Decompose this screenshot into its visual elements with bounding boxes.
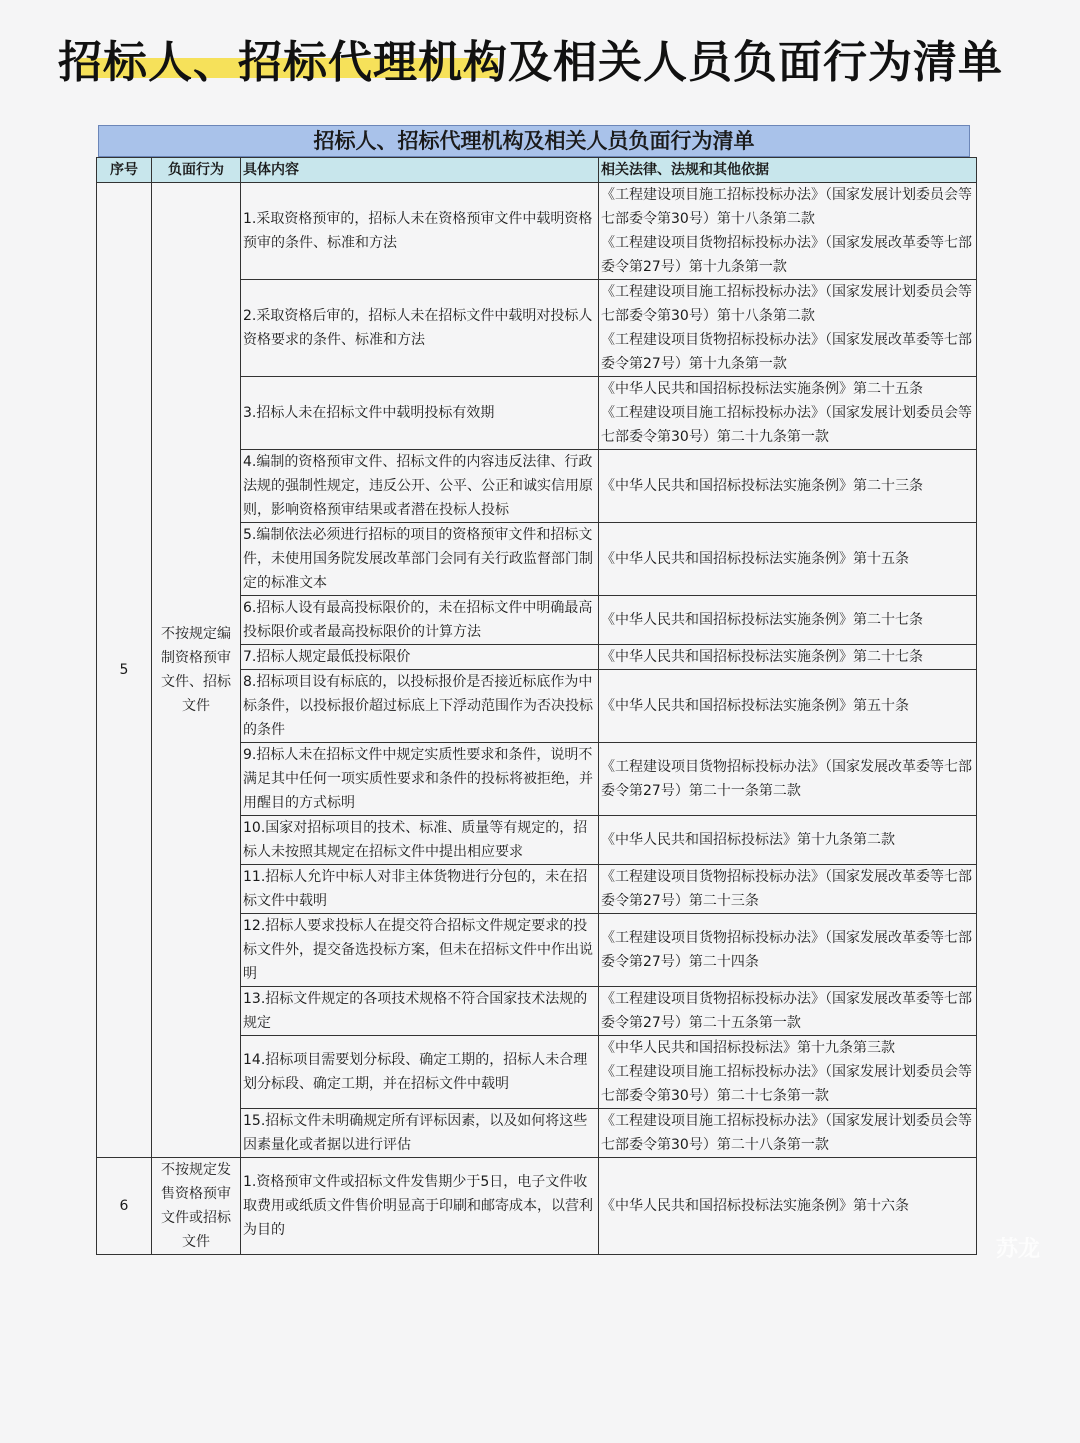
row-content: 11.招标人允许中标人对非主体货物进行分包的，未在招标文件中载明 <box>241 865 599 914</box>
row-content: 2.采取资格后审的，招标人未在招标文件中载明对投标人资格要求的条件、标准和方法 <box>241 280 599 377</box>
row-content: 6.招标人设有最高投标限价的，未在招标文件中明确最高投标限价或者最高投标限价的计算方法 <box>241 596 599 645</box>
row-legal-basis: 《中华人民共和国招标投标法实施条例》第十六条 <box>599 1158 977 1255</box>
table-caption: 招标人、招标代理机构及相关人员负面行为清单 <box>98 125 970 157</box>
group-behavior: 不按规定发售资格预审文件或招标文件 <box>152 1158 241 1255</box>
watermark: 苏龙 <box>995 1237 1040 1262</box>
row-content: 1.采取资格预审的，招标人未在资格预审文件中载明资格预审的条件、标准和方法 <box>241 183 599 280</box>
row-content: 1.资格预审文件或招标文件发售期少于5日，电子文件收取费用或纸质文件售价明显高于印刷和邮寄成本，以营利为目的 <box>241 1158 599 1255</box>
row-legal-basis: 《工程建设项目货物招标投标办法》（国家发展改革委等七部委令第27号）第二十一条第二款 <box>599 743 977 816</box>
row-legal-basis: 《工程建设项目施工招标投标办法》（国家发展计划委员会等七部委令第30号）第二十八条第一款 <box>599 1109 977 1158</box>
table-row <box>97 183 977 280</box>
row-content: 10.国家对招标项目的技术、标准、质量等有规定的，招标人未按照其规定在招标文件中提出相应要求 <box>241 816 599 865</box>
row-content: 12.招标人要求投标人在提交符合招标文件规定要求的投标文件外，提交备选投标方案，但未在招标文件中作出说明 <box>241 914 599 987</box>
table-header-row <box>97 158 977 183</box>
row-legal-basis: 《中华人民共和国招标投标法实施条例》第十五条 <box>599 523 977 596</box>
row-content: 5.编制依法必须进行招标的项目的资格预审文件和招标文件，未使用国务院发展改革部门会同有关行政监督部门制定的标准文本 <box>241 523 599 596</box>
header-basis: 相关法律、法规和其他依据 <box>599 158 977 183</box>
row-content: 8.招标项目设有标底的，以投标报价是否接近标底作为中标条件，以投标报价超过标底上下浮动范围作为否决投标的条件 <box>241 670 599 743</box>
header-behavior: 负面行为 <box>152 158 241 183</box>
row-legal-basis: 《工程建设项目施工招标投标办法》（国家发展计划委员会等七部委令第30号）第十八条第二款 《工程建设项目货物招标投标办法》（国家发展改革委等七部委令第27号）第十九条第一款 <box>599 280 977 377</box>
row-legal-basis: 《工程建设项目施工招标投标办法》（国家发展计划委员会等七部委令第30号）第十八条第二款 《工程建设项目货物招标投标办法》（国家发展改革委等七部委令第27号）第十九条第一款 <box>599 183 977 280</box>
row-legal-basis: 《中华人民共和国招标投标法实施条例》第二十五条 《工程建设项目施工招标投标办法》（国家发展计划委员会等七部委令第30号）第二十九条第一款 <box>599 377 977 450</box>
row-legal-basis: 《工程建设项目货物招标投标办法》（国家发展改革委等七部委令第27号）第二十四条 <box>599 914 977 987</box>
document-table-container <box>96 125 976 1255</box>
row-legal-basis: 《中华人民共和国招标投标法实施条例》第二十七条 <box>599 645 977 670</box>
group-behavior: 不按规定编制资格预审文件、招标文件 <box>152 183 241 1158</box>
row-legal-basis: 《工程建设项目货物招标投标办法》（国家发展改革委等七部委令第27号）第二十三条 <box>599 865 977 914</box>
table-row <box>97 1158 977 1255</box>
row-content: 13.招标文件规定的各项技术规格不符合国家技术法规的规定 <box>241 987 599 1036</box>
group-number: 5 <box>97 183 152 1158</box>
row-legal-basis: 《中华人民共和国招标投标法实施条例》第二十七条 <box>599 596 977 645</box>
row-legal-basis: 《中华人民共和国招标投标法》第十九条第二款 <box>599 816 977 865</box>
row-legal-basis: 《中华人民共和国招标投标法实施条例》第二十三条 <box>599 450 977 523</box>
group-number: 6 <box>97 1158 152 1255</box>
page-title: 招标人、招标代理机构及相关人员负面行为清单 <box>58 37 1003 88</box>
header-no: 序号 <box>97 158 152 183</box>
negative-behavior-table <box>96 157 977 1255</box>
row-legal-basis: 《中华人民共和国招标投标法实施条例》第五十条 <box>599 670 977 743</box>
row-content: 9.招标人未在招标文件中规定实质性要求和条件，说明不满足其中任何一项实质性要求和条件的投标将被拒绝，并用醒目的方式标明 <box>241 743 599 816</box>
row-content: 7.招标人规定最低投标限价 <box>241 645 599 670</box>
row-content: 15.招标文件未明确规定所有评标因素，以及如何将这些因素量化或者据以进行评估 <box>241 1109 599 1158</box>
row-legal-basis: 《中华人民共和国招标投标法》第十九条第三款 《工程建设项目施工招标投标办法》（国家发展计划委员会等七部委令第30号）第二十七条第一款 <box>599 1036 977 1109</box>
row-content: 4.编制的资格预审文件、招标文件的内容违反法律、行政法规的强制性规定，违反公开、公平、公正和诚实信用原则，影响资格预审结果或者潜在投标人投标 <box>241 450 599 523</box>
header-content: 具体内容 <box>241 158 599 183</box>
row-legal-basis: 《工程建设项目货物招标投标办法》（国家发展改革委等七部委令第27号）第二十五条第一款 <box>599 987 977 1036</box>
row-content: 14.招标项目需要划分标段、确定工期的，招标人未合理划分标段、确定工期，并在招标文件中载明 <box>241 1036 599 1109</box>
row-content: 3.招标人未在招标文件中载明投标有效期 <box>241 377 599 450</box>
